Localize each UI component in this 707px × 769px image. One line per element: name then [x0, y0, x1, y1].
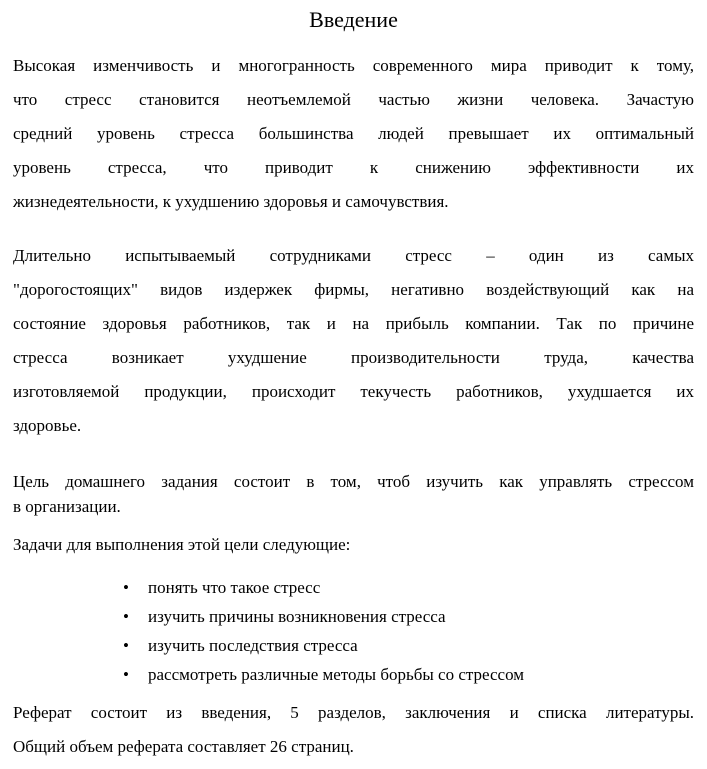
text-line: жизнедеятельности, к ухудшению здоровья и самочувствия. [13, 192, 449, 211]
text-line: Реферат состоит из введения, 5 разделов, заключения и списка литературы. [13, 703, 694, 722]
paragraph-variability [13, 49, 694, 219]
text-line: в организации. [13, 497, 121, 516]
text-line: изготовляемой продукции, происходит текучесть работников, ухудшается их [13, 382, 694, 401]
text-line: Длительно испытываемый сотрудниками стресс – один из самых [13, 246, 694, 265]
text-line: Задачи для выполнения этой цели следующие: [13, 535, 351, 554]
paragraph-goal [13, 469, 694, 519]
text-line: Высокая изменчивость и многогранность современного мира приводит к тому, [13, 56, 694, 75]
bullet-icon: • [123, 636, 129, 655]
document-title: Введение [309, 7, 398, 32]
paragraph-tasks-intro [13, 532, 694, 557]
text-line: "дорогостоящих" видов издержек фирмы, негативно воздействующий как на [13, 280, 694, 299]
bullet-icon: • [123, 578, 129, 597]
task-list [123, 573, 694, 689]
list-item [123, 602, 694, 631]
task-text: изучить последствия стресса [148, 636, 358, 655]
bullet-icon: • [123, 607, 129, 626]
text-line: состояние здоровья работников, так и на прибыль компании. Так по причине [13, 314, 694, 333]
list-item [123, 573, 694, 602]
paragraph-costs [13, 239, 694, 443]
list-item [123, 631, 694, 660]
text-line: уровень стресса, что приводит к снижению эффективности их [13, 158, 694, 177]
text-line: Цель домашнего задания состоит в том, чтоб изучить как управлять стрессом [13, 472, 694, 491]
list-item [123, 660, 694, 689]
bullet-icon: • [123, 665, 129, 684]
text-line: здоровье. [13, 416, 82, 435]
task-text: рассмотреть различные методы борьбы со стрессом [148, 665, 525, 684]
text-line: Общий объем реферата составляет 26 страниц. [13, 737, 354, 756]
paragraph-summary [13, 696, 694, 764]
text-line: средний уровень стресса большинства людей превышает их оптимальный [13, 124, 694, 143]
text-line: стресса возникает ухудшение производительности труда, качества [13, 348, 694, 367]
task-text: понять что такое стресс [148, 578, 321, 597]
task-text: изучить причины возникновения стресса [148, 607, 446, 626]
text-line: что стресс становится неотъемлемой частью жизни человека. Зачастую [13, 90, 694, 109]
